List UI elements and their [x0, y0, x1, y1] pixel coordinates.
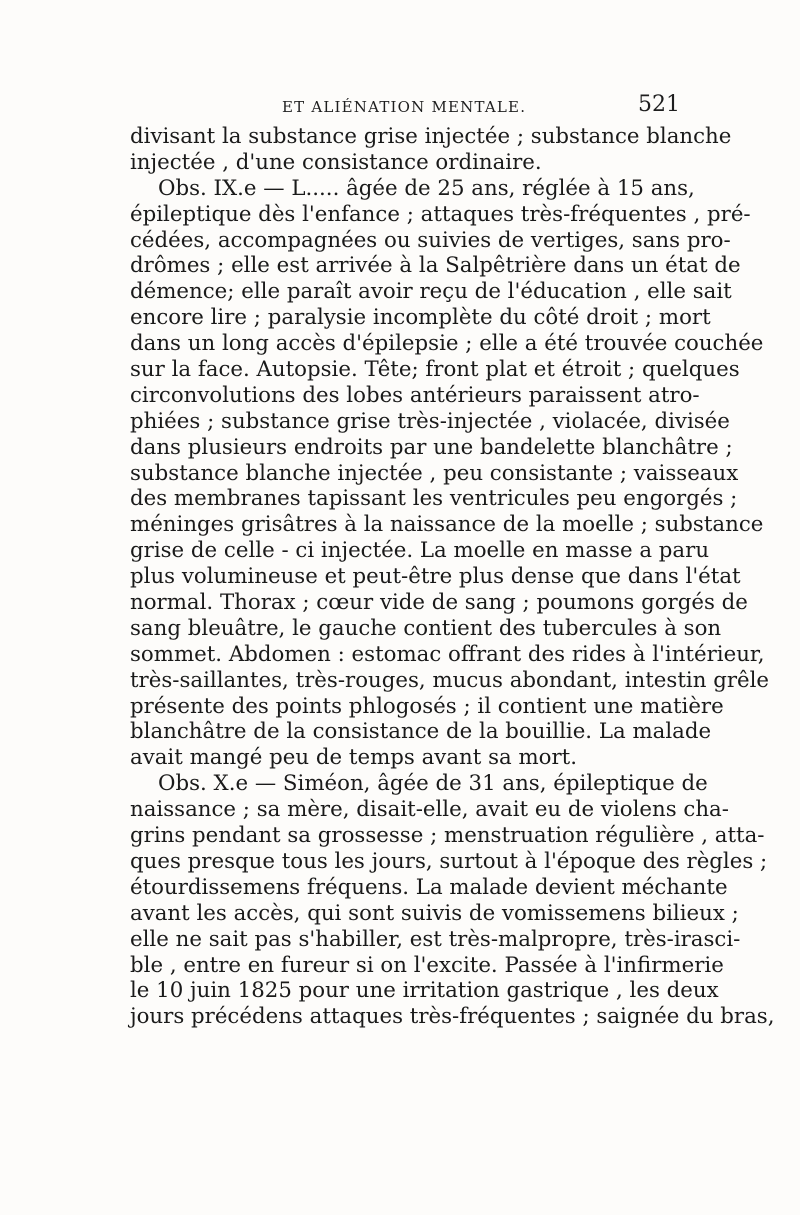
- text-line: Obs. IX.e — L..... âgée de 25 ans, réglée à 15 ans,: [158, 175, 695, 201]
- text-line: sur la face. Autopsie. Tête; front plat et étroit ; quelques: [130, 357, 740, 383]
- text-line: des membranes tapissant les ventricules peu engorgés ;: [130, 486, 738, 512]
- text-line: normal. Thorax ; cœur vide de sang ; poumons gorgés de: [130, 590, 748, 616]
- text-line: dans un long accès d'épilepsie ; elle a été trouvée couchée: [130, 331, 764, 357]
- text-line: dans plusieurs endroits par une bandelette blanchâtre ;: [130, 434, 733, 460]
- page-header: [132, 92, 680, 126]
- text-line: sang bleuâtre, le gauche contient des tubercules à son: [130, 615, 722, 641]
- text-line: naissance ; sa mère, disait-elle, avait eu de violens cha-: [130, 797, 729, 823]
- text-line: méninges grisâtres à la naissance de la moelle ; substance: [130, 512, 764, 538]
- text-line: elle ne sait pas s'habiller, est très-malpropre, très-irasci-: [130, 926, 741, 952]
- text-line: cédées, accompagnées ou suivies de vertiges, sans pro-: [130, 227, 731, 253]
- text-line: sommet. Abdomen : estomac offrant des rides à l'intérieur,: [130, 641, 765, 667]
- page-number: 521: [638, 92, 680, 117]
- text-line: ques presque tous les jours, surtout à l'époque des règles ;: [130, 848, 768, 874]
- text-line: phiées ; substance grise très-injectée , violacée, divisée: [130, 408, 730, 434]
- body-text: [130, 124, 775, 1030]
- text-line: épileptique dès l'enfance ; attaques très-fréquentes , pré-: [130, 201, 751, 227]
- text-line: grins pendant sa grossesse ; menstruation régulière , atta-: [130, 823, 765, 849]
- text-line: très-saillantes, très-rouges, mucus abondant, intestin grêle: [130, 667, 770, 693]
- text-line: Obs. X.e — Siméon, âgée de 31 ans, épileptique de: [158, 771, 708, 797]
- text-line: plus volumineuse et peut-être plus dense que dans l'état: [130, 564, 741, 590]
- text-line: encore lire ; paralysie incomplète du côté droit ; mort: [130, 305, 711, 331]
- text-line: substance blanche injectée , peu consistante ; vaisseaux: [130, 460, 739, 486]
- text-line: avait mangé peu de temps avant sa mort.: [130, 745, 577, 771]
- text-line: le 10 juin 1825 pour une irritation gastrique , les deux: [130, 978, 719, 1004]
- text-line: ble , entre en fureur si on l'excite. Passée à l'infirmerie: [130, 952, 724, 978]
- text-line: circonvolutions des lobes antérieurs paraissent atro-: [130, 382, 700, 408]
- text-line: avant les accès, qui sont suivis de vomissemens bilieux ;: [130, 900, 739, 926]
- running-title: ET ALIÉNATION MENTALE.: [282, 98, 527, 116]
- text-line: grise de celle - ci injectée. La moelle en masse a paru: [130, 538, 710, 564]
- text-line: divisant la substance grise injectée ; substance blanche: [130, 124, 732, 149]
- text-line: blanchâtre de la consistance de la bouillie. La malade: [130, 719, 712, 745]
- text-line: démence; elle paraît avoir reçu de l'éducation , elle sait: [130, 279, 732, 305]
- text-line: injectée , d'une consistance ordinaire.: [130, 149, 542, 175]
- text-line: étourdissemens fréquens. La malade devient méchante: [130, 874, 728, 900]
- text-line: jours précédens attaques très-fréquentes ; saignée du bras,: [130, 1004, 775, 1030]
- text-line: présente des points phlogosés ; il contient une matière: [130, 693, 724, 719]
- text-line: drômes ; elle est arrivée à la Salpêtrière dans un état de: [130, 253, 741, 279]
